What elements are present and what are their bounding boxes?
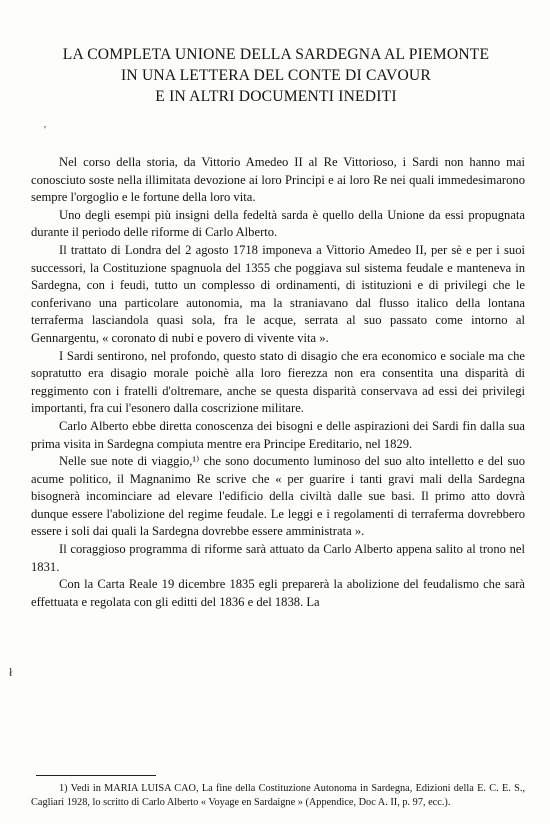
title-line: LA COMPLETA UNIONE DELLA SARDEGNA AL PIEMONTE: [62, 46, 490, 63]
title-line: E IN ALTRI DOCUMENTI INEDITI: [155, 88, 397, 105]
paragraph: Uno degli esempi più insigni della fedeltà sarda è quello della Unione da essi propugnata durante il periodo delle riforme di Carlo Alberto.: [31, 207, 525, 240]
margin-mark: ł: [9, 665, 13, 679]
paragraph: Nel corso della storia, da Vittorio Amedeo II al Re Vittorioso, i Sardi non hanno mai conosciuto soste nella illimitata devozione ai loro Principi e ai loro Re nei quali immedesimarono sempre l'orgoglio e le fortune della loro vita.: [31, 155, 525, 205]
stray-mark: ': [44, 124, 46, 136]
footnote: 1) Vedi in MARIA LUISA CAO, La fine della Costituzione Autonoma in Sardegna, Edizioni della E. C. E. S., Cagliari 1928, lo scritto di Carlo Alberto « Voyage en Sardaigne » (Appendice, Doc A. II, p. 97, ecc.).: [31, 783, 525, 808]
paragraph: Nelle sue note di viaggio,¹⁾ che sono documento luminoso del suo alto intelletto e del suo acume politico, il Magnanimo Re scrive che « per guarire i tanti gravi mali della Sardegna bisognerà incominciare ad elevare l'edificio della civiltà dalle sue basi. Il primo atto dovrà dunque essere l'abolizione del regime feudale. Le leggi e i regolamenti di terraferma dovrebbero essere i soli dai quali la Sardegna dovrebbe essere amministrata ».: [31, 454, 525, 539]
page-title: [20, 44, 532, 107]
paragraph: I Sardi sentirono, nel profondo, questo stato di disagio che era economico e sociale ma che sopratutto era disagio morale poichè alla loro fierezza non era consentita una disparità di reggimento con i fratelli d'oltremare, anche se questa disparità conservava ad essi dei privilegi importanti, fra cui l'esonero dalla coscrizione militare.: [31, 348, 525, 416]
title-line: IN UNA LETTERA DEL CONTE DI CAVOUR: [121, 67, 431, 84]
paragraph: Carlo Alberto ebbe diretta conoscenza dei bisogni e delle aspirazioni dei Sardi fin dalla sua prima visita in Sardegna compiuta mentre era Principe Ereditario, nel 1829.: [31, 418, 525, 451]
paragraph: Il trattato di Londra del 2 agosto 1718 imponeva a Vittorio Amedeo II, per sè e per i suoi successori, la Costituzione spagnuola del 1355 che poggiava sul sistema feudale e manteneva in Sardegna, con i feudi, tutto un complesso di ordinamenti, di istituzioni e di privilegi che le conferivano una particolare autonomia, ma la straniavano dal flusso italico della lontana terraferma lasciandola quasi sola, fra le acque, serrata al suo passato come intorno al Gennargentu, « coronato di nubi e povero di vivente vita ».: [31, 242, 525, 345]
footnote-rule: [36, 775, 156, 776]
paragraph: Il coraggioso programma di riforme sarà attuato da Carlo Alberto appena salito al trono nel 1831.: [31, 542, 525, 574]
paragraph: Con la Carta Reale 19 dicembre 1835 egli preparerà la abolizione del feudalismo che sarà effettuata e regolata con gli editti del 1836 e del 1838. La: [31, 577, 525, 609]
body-text: [31, 154, 525, 611]
